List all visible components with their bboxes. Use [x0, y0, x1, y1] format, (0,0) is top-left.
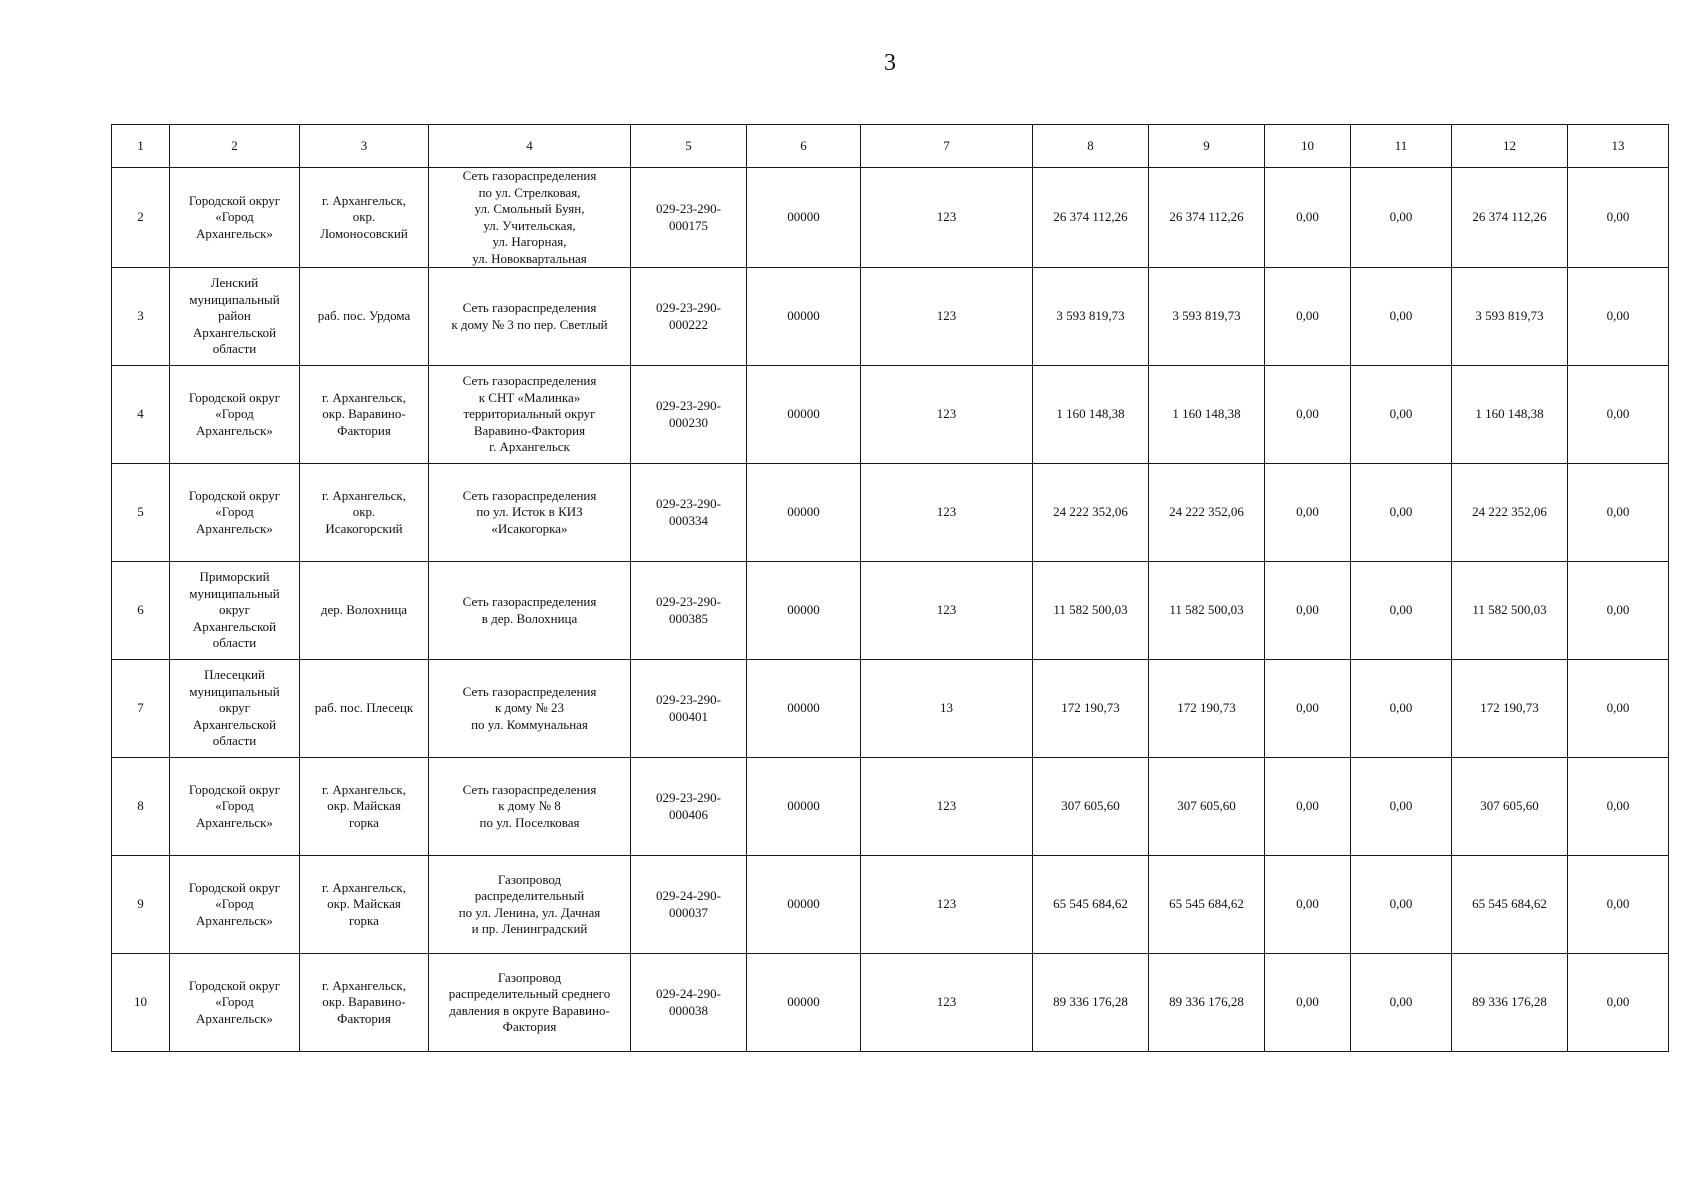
amount-col-13-cell: 0,00	[1568, 856, 1669, 954]
object-name-cell: Газопровод распределительный по ул. Ленина, ул. Дачная и пр. Ленинградский	[429, 856, 631, 954]
amount-col-12-cell: 3 593 819,73	[1452, 268, 1568, 366]
amount-col-11-cell: 0,00	[1351, 856, 1452, 954]
table-row	[112, 562, 1669, 660]
municipality-cell: Городской округ «Город Архангельск»	[170, 856, 300, 954]
amount-col-12-cell: 172 190,73	[1452, 660, 1568, 758]
code-cell: 00000	[747, 168, 861, 268]
row-number-cell: 7	[112, 660, 170, 758]
location-cell: г. Архангельск, окр. Варавино- Фактория	[300, 366, 429, 464]
amount-total-cell: 89 336 176,28	[1033, 954, 1149, 1052]
municipality-cell: Городской округ «Город Архангельск»	[170, 168, 300, 268]
amount-col-9-cell: 89 336 176,28	[1149, 954, 1265, 1052]
object-name-cell: Сеть газораспределения по ул. Исток в КИЗ «Исакогорка»	[429, 464, 631, 562]
column-number-header: 4	[429, 125, 631, 168]
row-number-cell: 9	[112, 856, 170, 954]
table-row	[112, 758, 1669, 856]
amount-col-9-cell: 65 545 684,62	[1149, 856, 1265, 954]
table-row	[112, 268, 1669, 366]
amount-col-13-cell: 0,00	[1568, 464, 1669, 562]
amount-col-9-cell: 307 605,60	[1149, 758, 1265, 856]
object-name-cell: Сеть газораспределения в дер. Волохница	[429, 562, 631, 660]
municipality-cell: Городской округ «Город Архангельск»	[170, 464, 300, 562]
code-cell: 00000	[747, 464, 861, 562]
type-code-cell: 123	[861, 168, 1033, 268]
amount-col-12-cell: 65 545 684,62	[1452, 856, 1568, 954]
registry-number-cell: 029-23-290- 000334	[631, 464, 747, 562]
column-number-header: 6	[747, 125, 861, 168]
amount-col-12-cell: 24 222 352,06	[1452, 464, 1568, 562]
amount-col-13-cell: 0,00	[1568, 168, 1669, 268]
amount-col-9-cell: 172 190,73	[1149, 660, 1265, 758]
municipality-cell: Ленский муниципальный район Архангельской области	[170, 268, 300, 366]
code-cell: 00000	[747, 758, 861, 856]
column-number-header: 11	[1351, 125, 1452, 168]
registry-number-cell: 029-24-290- 000038	[631, 954, 747, 1052]
code-cell: 00000	[747, 954, 861, 1052]
amount-total-cell: 65 545 684,62	[1033, 856, 1149, 954]
registry-number-cell: 029-24-290- 000037	[631, 856, 747, 954]
amount-col-9-cell: 3 593 819,73	[1149, 268, 1265, 366]
column-number-header: 10	[1265, 125, 1351, 168]
type-code-cell: 123	[861, 464, 1033, 562]
registry-number-cell: 029-23-290- 000406	[631, 758, 747, 856]
amount-col-11-cell: 0,00	[1351, 562, 1452, 660]
amount-col-9-cell: 11 582 500,03	[1149, 562, 1265, 660]
type-code-cell: 123	[861, 856, 1033, 954]
column-number-header: 1	[112, 125, 170, 168]
row-number-cell: 5	[112, 464, 170, 562]
column-number-header: 13	[1568, 125, 1669, 168]
object-name-cell: Сеть газораспределения к дому № 23 по ул. Коммунальная	[429, 660, 631, 758]
amount-col-11-cell: 0,00	[1351, 660, 1452, 758]
column-number-header: 2	[170, 125, 300, 168]
type-code-cell: 123	[861, 268, 1033, 366]
object-name-cell: Сеть газораспределения к СНТ «Малинка» территориальный округ Варавино-Фактория г. Архангельск	[429, 366, 631, 464]
amount-total-cell: 1 160 148,38	[1033, 366, 1149, 464]
location-cell: г. Архангельск, окр. Варавино- Фактория	[300, 954, 429, 1052]
municipality-cell: Городской округ «Город Архангельск»	[170, 366, 300, 464]
table-row	[112, 660, 1669, 758]
amount-col-11-cell: 0,00	[1351, 268, 1452, 366]
row-number-cell: 8	[112, 758, 170, 856]
type-code-cell: 123	[861, 366, 1033, 464]
amount-total-cell: 11 582 500,03	[1033, 562, 1149, 660]
amount-total-cell: 26 374 112,26	[1033, 168, 1149, 268]
code-cell: 00000	[747, 268, 861, 366]
amount-col-10-cell: 0,00	[1265, 856, 1351, 954]
row-number-cell: 2	[112, 168, 170, 268]
type-code-cell: 13	[861, 660, 1033, 758]
amount-col-11-cell: 0,00	[1351, 954, 1452, 1052]
type-code-cell: 123	[861, 954, 1033, 1052]
amount-col-10-cell: 0,00	[1265, 168, 1351, 268]
amount-total-cell: 24 222 352,06	[1033, 464, 1149, 562]
table-row	[112, 366, 1669, 464]
amount-col-13-cell: 0,00	[1568, 660, 1669, 758]
registry-number-cell: 029-23-290- 000230	[631, 366, 747, 464]
amount-col-10-cell: 0,00	[1265, 562, 1351, 660]
table-row	[112, 954, 1669, 1052]
amount-col-10-cell: 0,00	[1265, 464, 1351, 562]
location-cell: г. Архангельск, окр. Исакогорский	[300, 464, 429, 562]
amount-col-12-cell: 26 374 112,26	[1452, 168, 1568, 268]
code-cell: 00000	[747, 660, 861, 758]
amount-col-13-cell: 0,00	[1568, 366, 1669, 464]
code-cell: 00000	[747, 562, 861, 660]
row-number-cell: 4	[112, 366, 170, 464]
amount-col-11-cell: 0,00	[1351, 464, 1452, 562]
location-cell: дер. Волохница	[300, 562, 429, 660]
amount-col-10-cell: 0,00	[1265, 954, 1351, 1052]
amount-col-9-cell: 1 160 148,38	[1149, 366, 1265, 464]
row-number-cell: 10	[112, 954, 170, 1052]
amount-col-13-cell: 0,00	[1568, 562, 1669, 660]
amount-col-13-cell: 0,00	[1568, 758, 1669, 856]
amount-col-10-cell: 0,00	[1265, 758, 1351, 856]
column-number-header: 9	[1149, 125, 1265, 168]
amount-total-cell: 172 190,73	[1033, 660, 1149, 758]
registry-number-cell: 029-23-290- 000385	[631, 562, 747, 660]
amount-total-cell: 3 593 819,73	[1033, 268, 1149, 366]
amount-col-9-cell: 26 374 112,26	[1149, 168, 1265, 268]
code-cell: 00000	[747, 366, 861, 464]
location-cell: раб. пос. Плесецк	[300, 660, 429, 758]
amount-col-10-cell: 0,00	[1265, 366, 1351, 464]
location-cell: г. Архангельск, окр. Майская горка	[300, 856, 429, 954]
page-number: 3	[884, 50, 896, 76]
amount-col-12-cell: 89 336 176,28	[1452, 954, 1568, 1052]
amount-total-cell: 307 605,60	[1033, 758, 1149, 856]
object-name-cell: Сеть газораспределения по ул. Стрелковая, ул. Смольный Буян, ул. Учительская, ул. Нагорная, ул. Новоквартальная	[429, 168, 631, 268]
column-number-header: 5	[631, 125, 747, 168]
municipality-cell: Плесецкий муниципальный округ Архангельской области	[170, 660, 300, 758]
amount-col-13-cell: 0,00	[1568, 268, 1669, 366]
amount-col-12-cell: 1 160 148,38	[1452, 366, 1568, 464]
type-code-cell: 123	[861, 562, 1033, 660]
object-name-cell: Сеть газораспределения к дому № 3 по пер. Светлый	[429, 268, 631, 366]
amount-col-13-cell: 0,00	[1568, 954, 1669, 1052]
municipality-cell: Приморский муниципальный округ Архангельской области	[170, 562, 300, 660]
amount-col-10-cell: 0,00	[1265, 268, 1351, 366]
gas-network-table	[111, 124, 1669, 1052]
code-cell: 00000	[747, 856, 861, 954]
header-row	[112, 125, 1669, 168]
table-row	[112, 168, 1669, 268]
column-number-header: 8	[1033, 125, 1149, 168]
row-number-cell: 3	[112, 268, 170, 366]
location-cell: г. Архангельск, окр. Майская горка	[300, 758, 429, 856]
location-cell: раб. пос. Урдома	[300, 268, 429, 366]
object-name-cell: Газопровод распределительный среднего давления в округе Варавино- Фактория	[429, 954, 631, 1052]
registry-number-cell: 029-23-290- 000401	[631, 660, 747, 758]
column-number-header: 7	[861, 125, 1033, 168]
table-row	[112, 856, 1669, 954]
row-number-cell: 6	[112, 562, 170, 660]
municipality-cell: Городской округ «Город Архангельск»	[170, 954, 300, 1052]
location-cell: г. Архангельск, окр. Ломоносовский	[300, 168, 429, 268]
amount-col-11-cell: 0,00	[1351, 758, 1452, 856]
amount-col-11-cell: 0,00	[1351, 168, 1452, 268]
type-code-cell: 123	[861, 758, 1033, 856]
amount-col-12-cell: 11 582 500,03	[1452, 562, 1568, 660]
amount-col-10-cell: 0,00	[1265, 660, 1351, 758]
amount-col-9-cell: 24 222 352,06	[1149, 464, 1265, 562]
registry-number-cell: 029-23-290- 000222	[631, 268, 747, 366]
column-number-header: 3	[300, 125, 429, 168]
table-row	[112, 464, 1669, 562]
registry-number-cell: 029-23-290- 000175	[631, 168, 747, 268]
object-name-cell: Сеть газораспределения к дому № 8 по ул. Поселковая	[429, 758, 631, 856]
column-number-header: 12	[1452, 125, 1568, 168]
municipality-cell: Городской округ «Город Архангельск»	[170, 758, 300, 856]
amount-col-11-cell: 0,00	[1351, 366, 1452, 464]
amount-col-12-cell: 307 605,60	[1452, 758, 1568, 856]
